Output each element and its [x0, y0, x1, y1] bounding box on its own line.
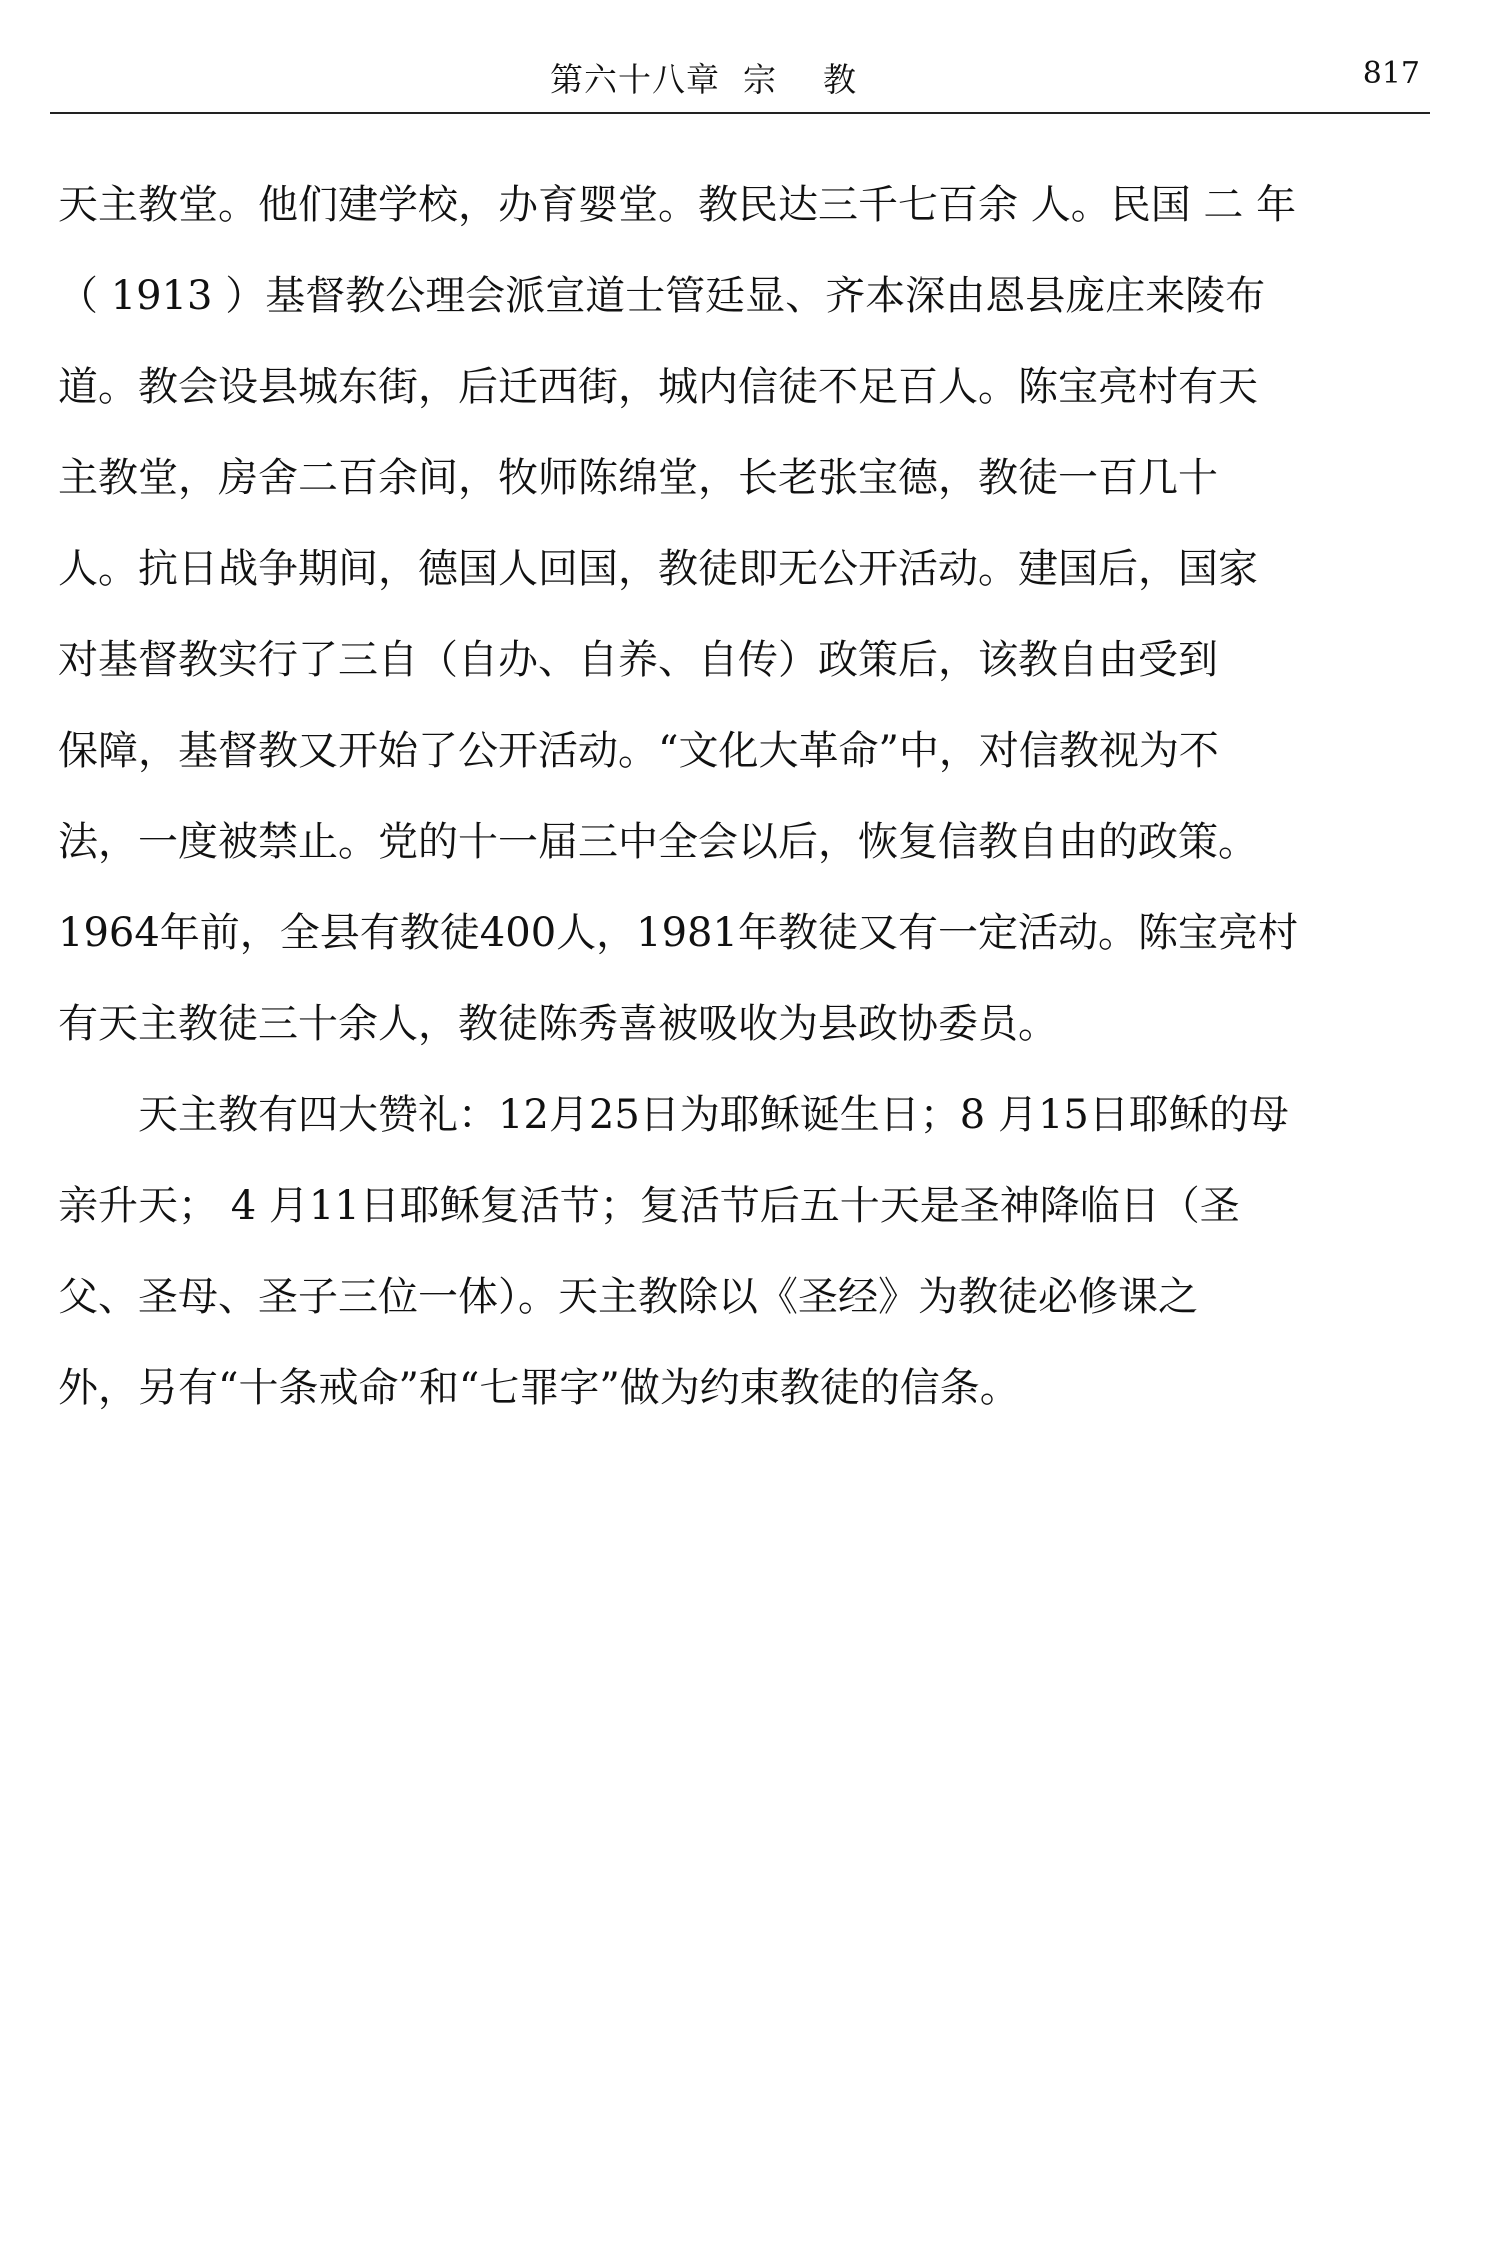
text-line: 主教堂，房舍二百余间，牧师陈绵堂，长老张宝德，教徒一百几十	[58, 455, 1218, 501]
text-line: 天主教有四大赞礼：12月25日为耶稣诞生日；8 月15日耶稣的母	[138, 1092, 1289, 1138]
text-line: 父、圣母、圣子三位一体）。天主教除以《圣经》为教徒必修课之	[58, 1274, 1198, 1320]
text-line: 天主教堂。他们建学校，办育婴堂。教民达三千七百余 人。民国 二 年	[58, 182, 1297, 228]
page-header	[50, 50, 1440, 122]
text-line: 外，另有“十条戒命”和“七罪字”做为约束教徒的信条。	[58, 1365, 1020, 1411]
page-number: 817	[1362, 56, 1420, 91]
text-line: 亲升天； 4 月11日耶稣复活节；复活节后五十天是圣神降临日（圣	[58, 1183, 1240, 1229]
chapter-title: 第六十八章 宗 教	[550, 60, 857, 99]
text-line: 保障，基督教又开始了公开活动。“文化大革命”中，对信教视为不	[58, 728, 1219, 774]
text-line: 法，一度被禁止。党的十一届三中全会以后，恢复信教自由的政策。	[58, 819, 1258, 865]
text-line: 有天主教徒三十余人，教徒陈秀喜被吸收为县政协委员。	[58, 1001, 1058, 1047]
paragraph-1	[58, 160, 1438, 1070]
header-rule	[50, 112, 1430, 114]
paragraph-2	[58, 1070, 1438, 1434]
text-line: （ 1913 ）基督教公理会派宣道士管廷显、齐本深由恩县庞庄来陵布	[58, 273, 1266, 319]
body-text	[58, 160, 1438, 1434]
text-line: 1964年前，全县有教徒400人，1981年教徒又有一定活动。陈宝亮村	[58, 910, 1298, 956]
text-line: 人。抗日战争期间，德国人回国，教徒即无公开活动。建国后，国家	[58, 546, 1258, 592]
text-line: 道。教会设县城东街，后迁西街，城内信徒不足百人。陈宝亮村有天	[58, 364, 1258, 410]
text-line: 对基督教实行了三自（自办、自养、自传）政策后，该教自由受到	[58, 637, 1218, 683]
